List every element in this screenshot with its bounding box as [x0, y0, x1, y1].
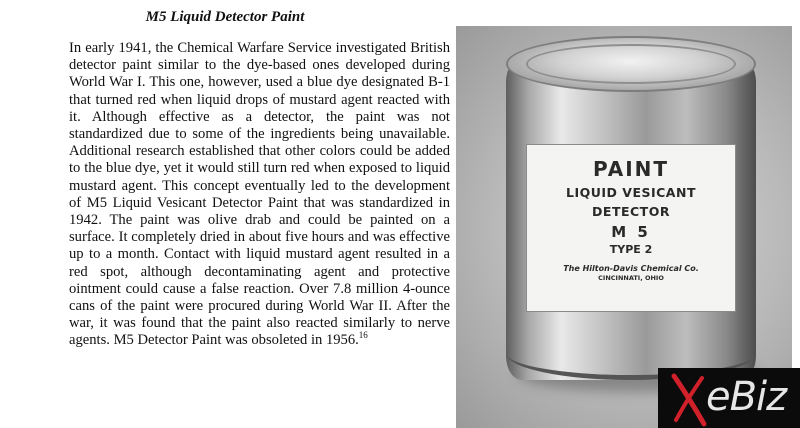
document-title: M5 Liquid Detector Paint	[145, 9, 305, 25]
x-mark-icon	[668, 368, 708, 428]
xebiz-watermark-logo	[658, 368, 800, 428]
label-line-liquid-vesicant: LIQUID VESICANT	[566, 185, 696, 200]
paragraph-text: In early 1941, the Chemical Warfare Service investigated British detector paint similar to the dye-based ones developed during World War I. This one, however, used a blue dye designated B-1 that turned red when liquid drops of mustard agent reacted with it. Although effective as a detector, the paint was not standardized due to some of the ingredients being unavailable. Additional research established that other colors could be added to the blue dye, yet it would still turn red when exposed to liquid mustard agent. This concept eventually led to the development of M5 Liquid Vesicant Detector Paint that was standardized in 1942. The paint was olive drab and could be painted on a surface. It completely dried in about five hours and was effective up to a month. Contact with liquid mustard agent resulted in a red spot, although decontaminating agent and protective ointment could cause a false reaction. Over 7.8 million 4-ounce cans of the paint were procured during World War II. After the war, it was found that the paint also reacted similarly to nerve agents. M5 Detector Paint was obsoleted in 1956.	[69, 40, 450, 349]
label-line-city: CINCINNATI, OHIO	[598, 274, 664, 282]
watermark-text: eBiz	[706, 374, 787, 420]
label-line-paint: PAINT	[592, 157, 670, 181]
label-line-type: TYPE 2	[609, 243, 653, 256]
can-lid-ring	[526, 44, 736, 84]
can-label	[526, 144, 736, 312]
label-line-detector: DETECTOR	[592, 204, 670, 219]
body-paragraph	[69, 40, 450, 350]
label-line-model: M 5	[611, 223, 651, 241]
footnote-marker: 16	[358, 330, 368, 341]
label-line-manufacturer: The Hilton-Davis Chemical Co.	[563, 264, 699, 273]
